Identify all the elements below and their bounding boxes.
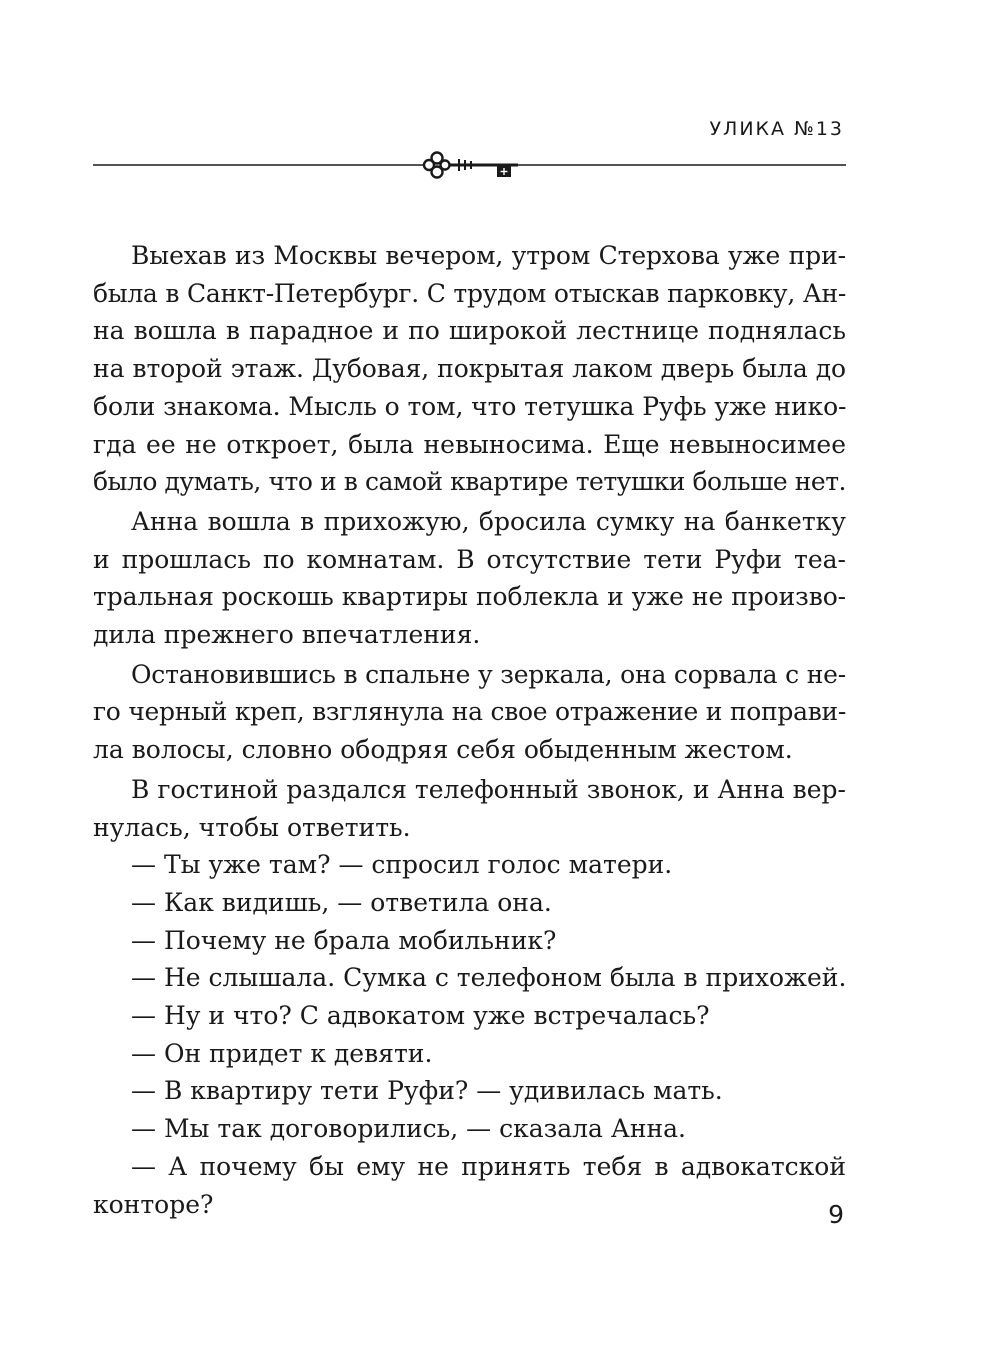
text-line: — Как видишь, — ответила она. — [131, 887, 552, 917]
text-line: Выехав из Москвы вечером, утром Стерхова уже при- — [131, 241, 846, 270]
text-line: — А почему бы ему не принять тебя в адвокатской — [131, 1151, 846, 1181]
text-line: тральная роскошь квартиры поблекла и уже не произво- — [93, 582, 846, 612]
text-line: — В квартиру тети Руфи? — удивилась мать. — [131, 1076, 723, 1106]
page-number: 9 — [828, 1200, 844, 1229]
text-line: дила прежнего впечатления. — [93, 620, 481, 650]
text-line: и прошлась по комнатам. В отсутствие тети Руфи теа- — [93, 544, 846, 574]
text-line: — Почему не брала мобильник? — [131, 925, 557, 955]
text-line: В гостиной раздался телефонный звонок, и Анна вер- — [131, 774, 846, 804]
text-line: было думать, что и в самой квартире тетушки больше нет. — [93, 467, 846, 497]
text-line: — Ну и что? С адвокатом уже встречалась? — [131, 1001, 710, 1031]
running-title: УЛИКА №13 — [709, 118, 844, 140]
text-line: боли знакома. Мысль о том, что тетушка Руфь уже нико- — [93, 391, 847, 421]
text-line: — Ты уже там? — спросил голос матери. — [131, 850, 673, 880]
text-line: была в Санкт-Петербург. С трудом отыскав парковку, Ан- — [93, 278, 846, 308]
text-line: ла волосы, словно ободряя себя обыденным жестом. — [93, 735, 793, 765]
text-line: го черный креп, взглянула на свое отражение и поправи- — [93, 697, 846, 727]
text-line: Остановившись в спальне у зеркала, она сорвала с не- — [131, 659, 846, 689]
text-line: — Мы так договорились, — сказала Анна. — [131, 1114, 686, 1144]
text-line: гда ее не откроет, была невыносима. Еще невыносимее — [93, 429, 846, 459]
key-ornament — [93, 146, 846, 186]
text-line: на второй этаж. Дубовая, покрытая лаком дверь была до — [93, 354, 846, 384]
text-line: на вошла в парадное и по широкой лестнице поднялась — [93, 316, 846, 346]
text-line: — Не слышала. Сумка с телефоном была в прихожей. — [131, 963, 847, 993]
text-line: Анна вошла в прихожую, бросила сумку на банкетку — [131, 506, 846, 536]
text-line: нулась, чтобы ответить. — [93, 812, 411, 842]
text-line: конторе? — [93, 1189, 214, 1219]
body-text — [93, 237, 846, 1223]
text-line: — Он придет к девяти. — [131, 1038, 433, 1068]
